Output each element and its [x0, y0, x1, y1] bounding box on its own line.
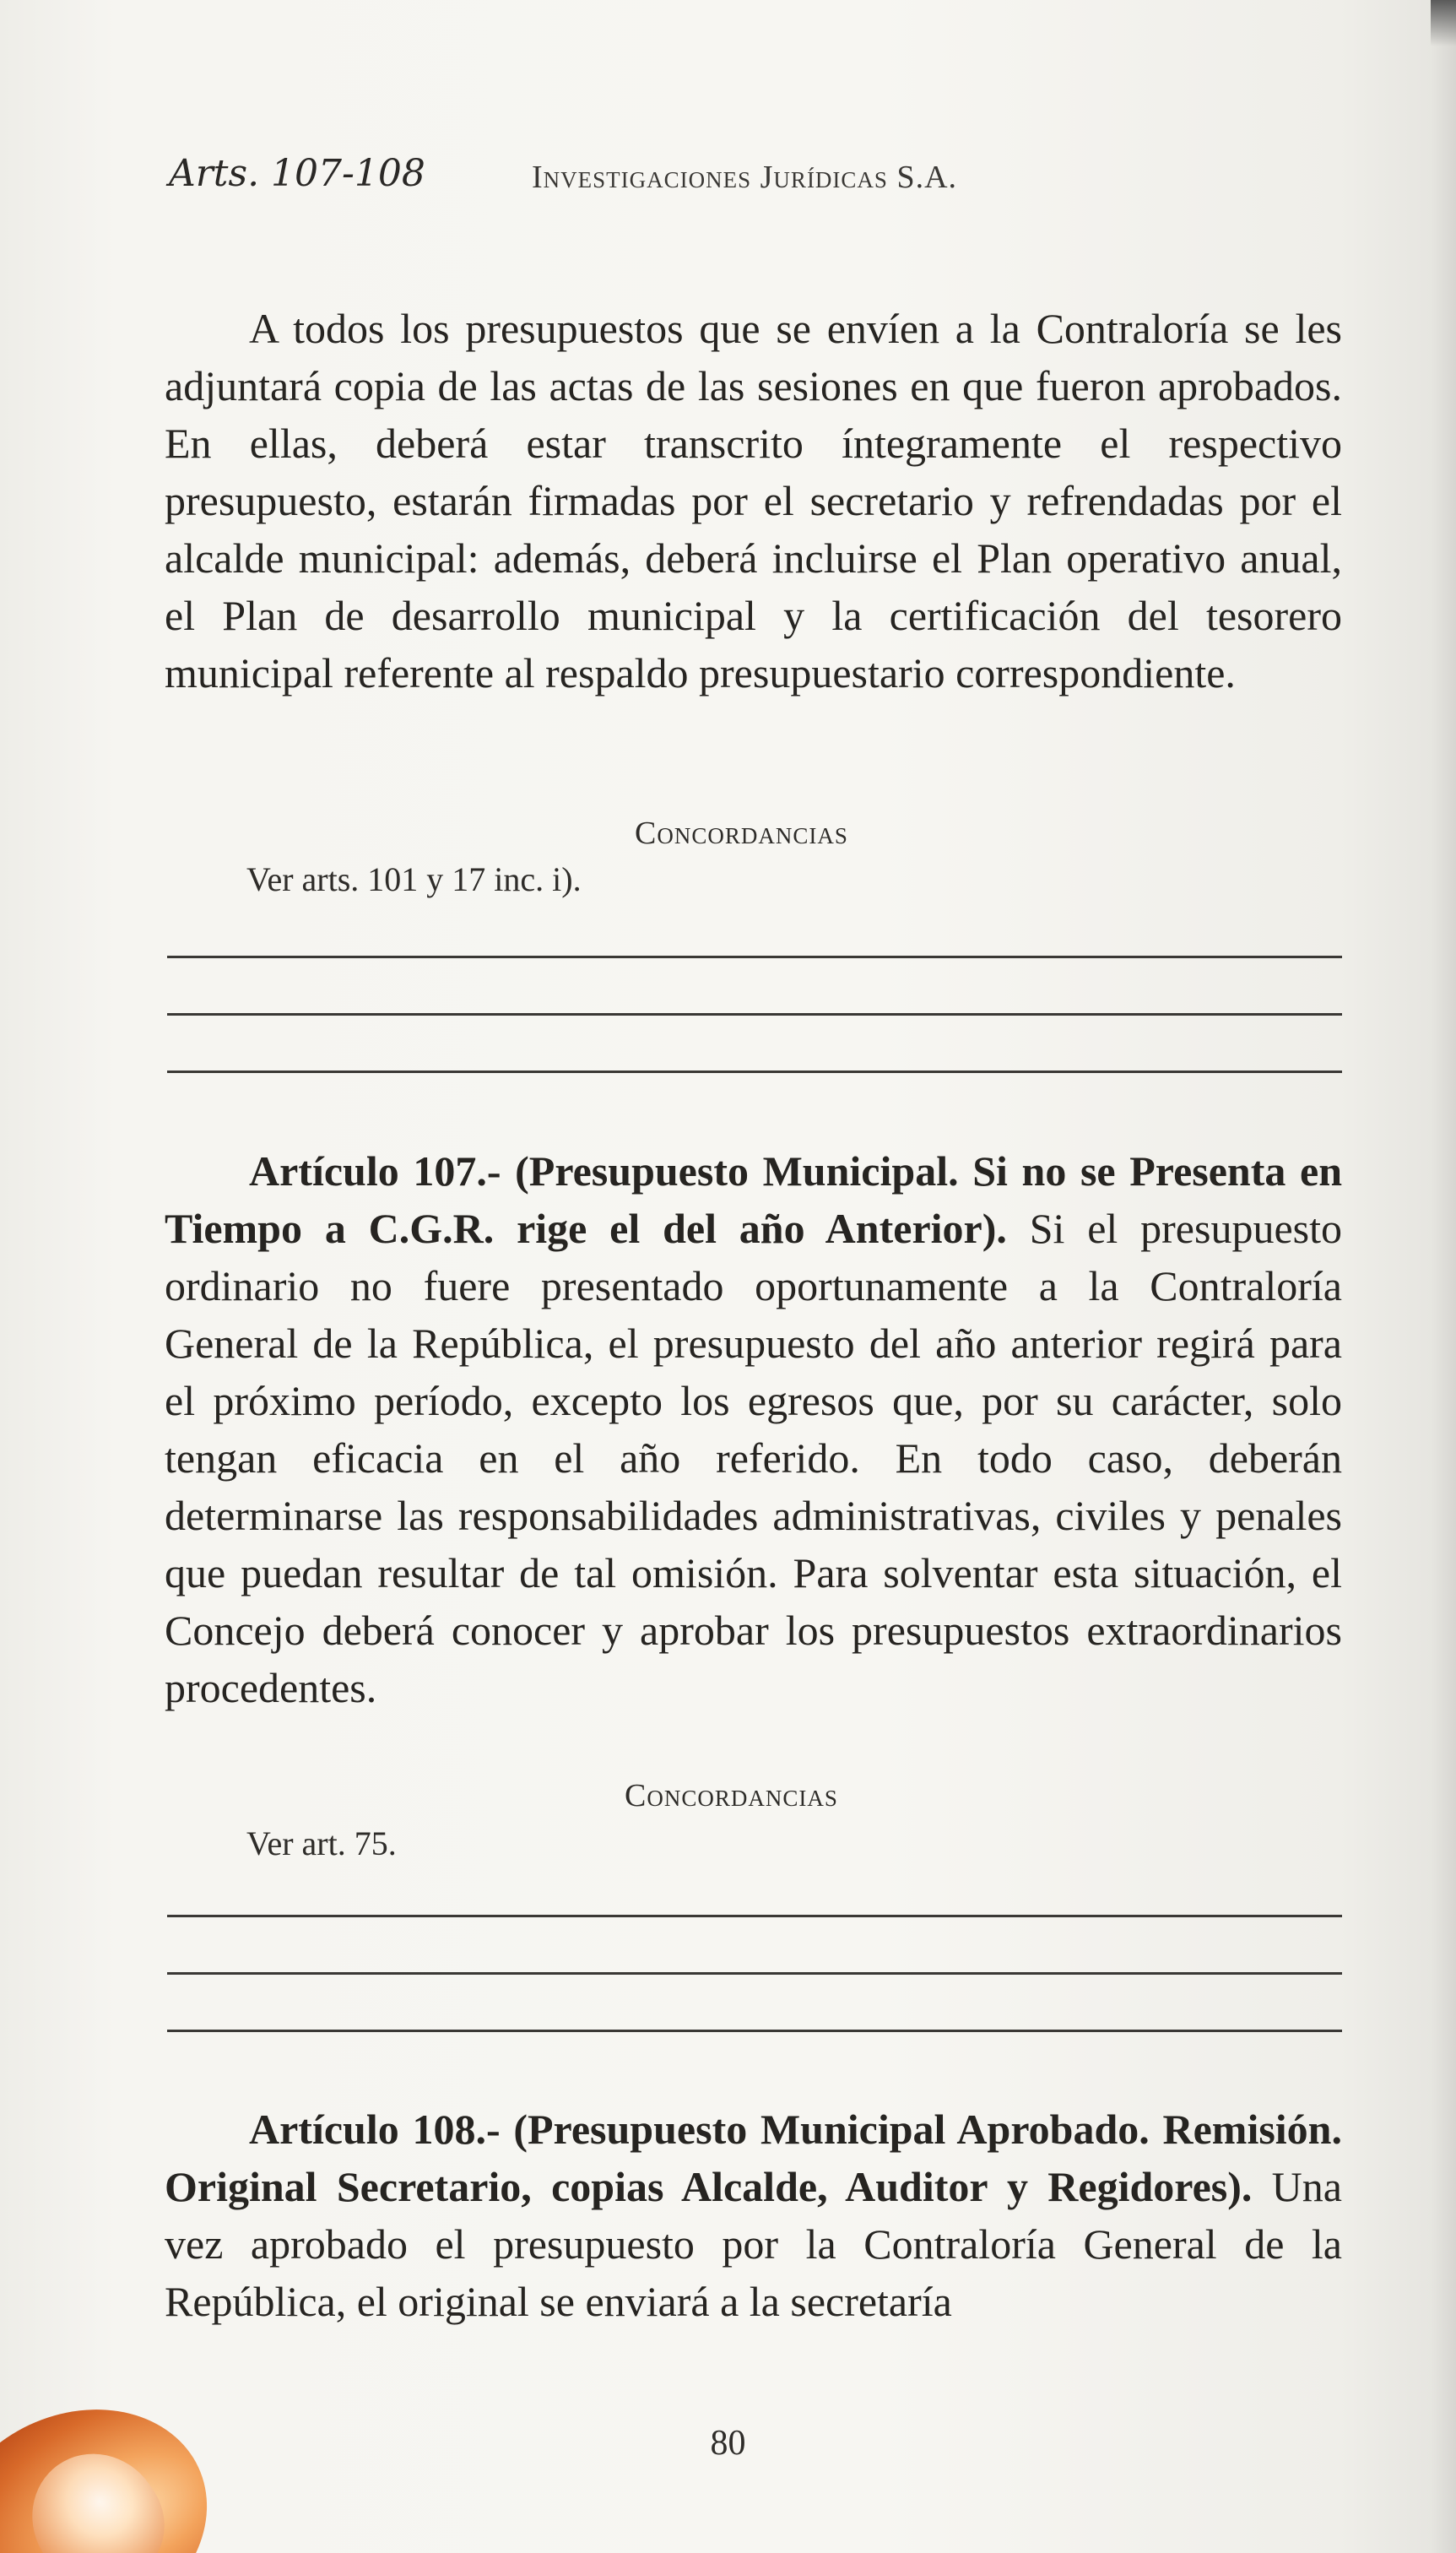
note-line: [167, 1013, 1342, 1016]
header-articles: Arts. 107-108: [169, 152, 425, 195]
note-line: [167, 1972, 1342, 1975]
article-107: [165, 1142, 1342, 1716]
note-line: [167, 2030, 1342, 2032]
header-publisher: Investigaciones Jurídicas S.A.: [532, 160, 958, 195]
note-line: [167, 1915, 1342, 1917]
concordancias-title-2: Concordancias: [625, 1778, 838, 1813]
article-107-body: Si el presupuesto ordinario no fuere presentado oportunamente a la Contraloría General de la República, el presupuesto del año anterior regirá para el próximo período, excepto los egresos que, por su carácter, solo tengan eficacia en el año referido. En todo caso, deberán determinarse las responsabilidades administrativas, civiles y penales que puedan resultar de tal omisión. Para solventar esta situación, el Concejo deberá conocer y aprobar los presupuestos extraordinarios procedentes.: [165, 1205, 1342, 1711]
concordancias-text-2: Ver art. 75.: [246, 1824, 397, 1862]
page-edge-shadow: [1431, 0, 1456, 2553]
paragraph-intro: A todos los presupuestos que se envíen a la Contraloría se les adjuntará copia de las actas de las sesiones en que fueron aprobados. En ellas, deberá estar transcrito íntegramente el respectivo presupuesto, estarán firmadas por el secretario y refrendadas por el alcalde municipal: además, deberá incluirse el Plan operativo anual, el Plan de desarrollo municipal y la certificación del tesorero municipal referente al respaldo presupuestario correspondiente.: [165, 305, 1342, 697]
article-108: [165, 2100, 1342, 2330]
article-108-body: Una vez aprobado el presupuesto por la Contraloría General de la República, el original se enviará a la secretaría: [165, 2163, 1342, 2325]
concordancias-title-1: Concordancias: [635, 816, 848, 851]
article-108-heading: Artículo 108.- (Presupuesto Municipal Aprobado. Remisión. Original Secretario, copias Alcalde, Auditor y Regidores).: [165, 2106, 1342, 2210]
concordancias-text-1: Ver arts. 101 y 17 inc. i).: [246, 860, 582, 898]
running-header: [169, 152, 1350, 211]
page-corner: [1431, 0, 1456, 46]
note-line: [167, 956, 1342, 958]
article-107-heading: Artículo 107.- (Presupuesto Municipal. Si no se Presenta en Tiempo a C.G.R. rige el del año Anterior).: [165, 1147, 1342, 1252]
note-line: [167, 1071, 1342, 1073]
page-number: 80: [710, 2424, 746, 2463]
